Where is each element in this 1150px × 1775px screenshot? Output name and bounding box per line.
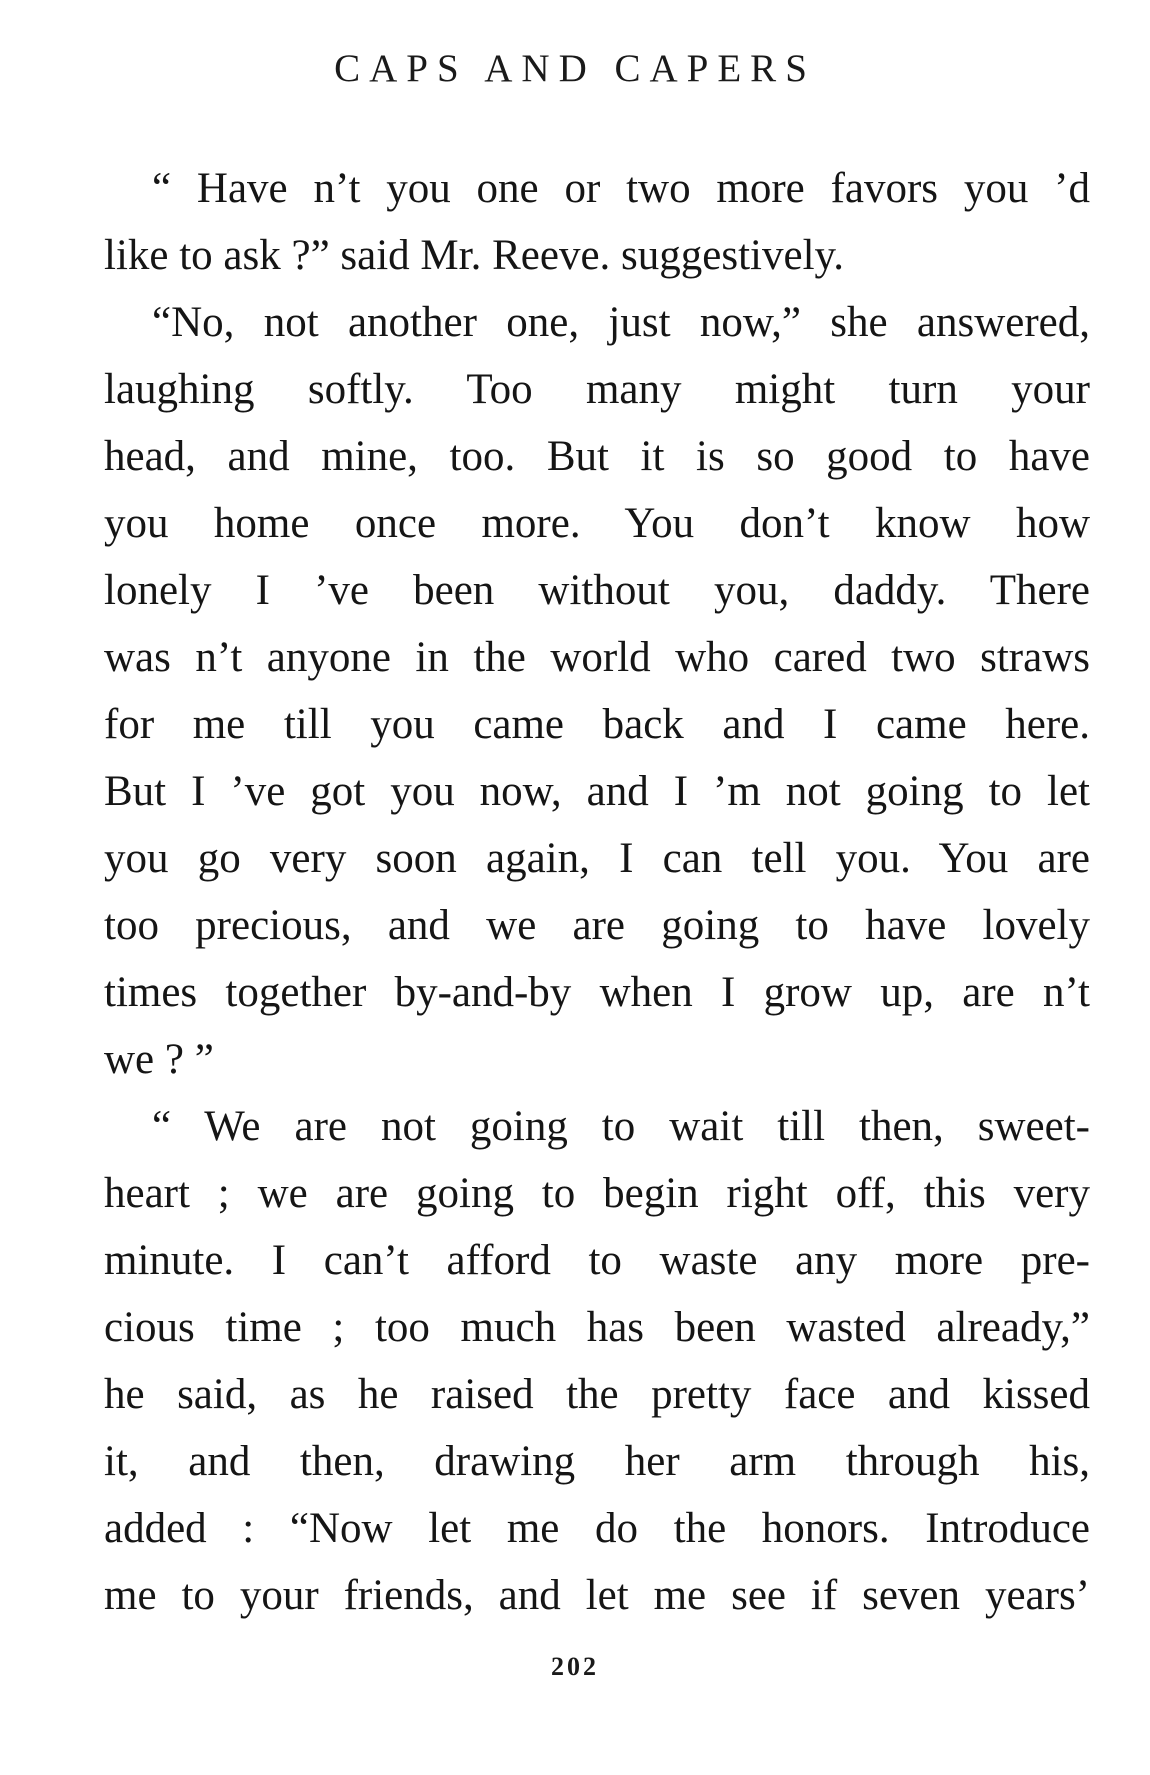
text-line: too precious, and we are going to have lovely <box>104 902 1090 949</box>
text-line: you home once more. You don’t know how <box>104 500 1090 547</box>
paragraph-3 <box>104 1093 1090 1629</box>
text-line: lonely I ’ve been without you, daddy. There <box>104 567 1090 614</box>
text-line: But I ’ve got you now, and I ’m not going to let <box>104 768 1090 815</box>
text-line: “ Have n’t you one or two more favors you ’d <box>152 165 1090 212</box>
paragraph-2 <box>104 289 1090 1093</box>
text-line: “No, not another one, just now,” she answered, <box>152 299 1090 346</box>
text-line: was n’t anyone in the world who cared two straws <box>104 634 1090 681</box>
page-number: 202 <box>551 1652 599 1681</box>
text-line: you go very soon again, I can tell you. You are <box>104 835 1090 882</box>
running-header: CAPS AND CAPERS <box>334 47 816 90</box>
text-line: it, and then, drawing her arm through his, <box>104 1438 1090 1485</box>
text-line: times together by-and-by when I grow up, are n’t <box>104 969 1090 1016</box>
text-line: “ We are not going to wait till then, sweet- <box>152 1103 1090 1150</box>
text-line: laughing softly. Too many might turn your <box>104 366 1090 413</box>
text-line: cious time ; too much has been wasted already,” <box>104 1304 1090 1351</box>
text-line: me to your friends, and let me see if seven years’ <box>104 1572 1090 1619</box>
text-line: minute. I can’t afford to waste any more pre- <box>104 1237 1090 1284</box>
text-line: added : “Now let me do the honors. Introduce <box>104 1505 1090 1552</box>
text-line: for me till you came back and I came here. <box>104 701 1090 748</box>
text-line: head, and mine, too. But it is so good to have <box>104 433 1090 480</box>
text-line: heart ; we are going to begin right off, this very <box>104 1170 1090 1217</box>
paragraph-1 <box>104 155 1090 289</box>
text-line: he said, as he raised the pretty face and kissed <box>104 1371 1090 1418</box>
body-text <box>104 155 1090 1629</box>
text-line: we ? ” <box>104 1036 214 1083</box>
text-line: like to ask ?” said Mr. Reeve. suggestively. <box>104 232 844 279</box>
